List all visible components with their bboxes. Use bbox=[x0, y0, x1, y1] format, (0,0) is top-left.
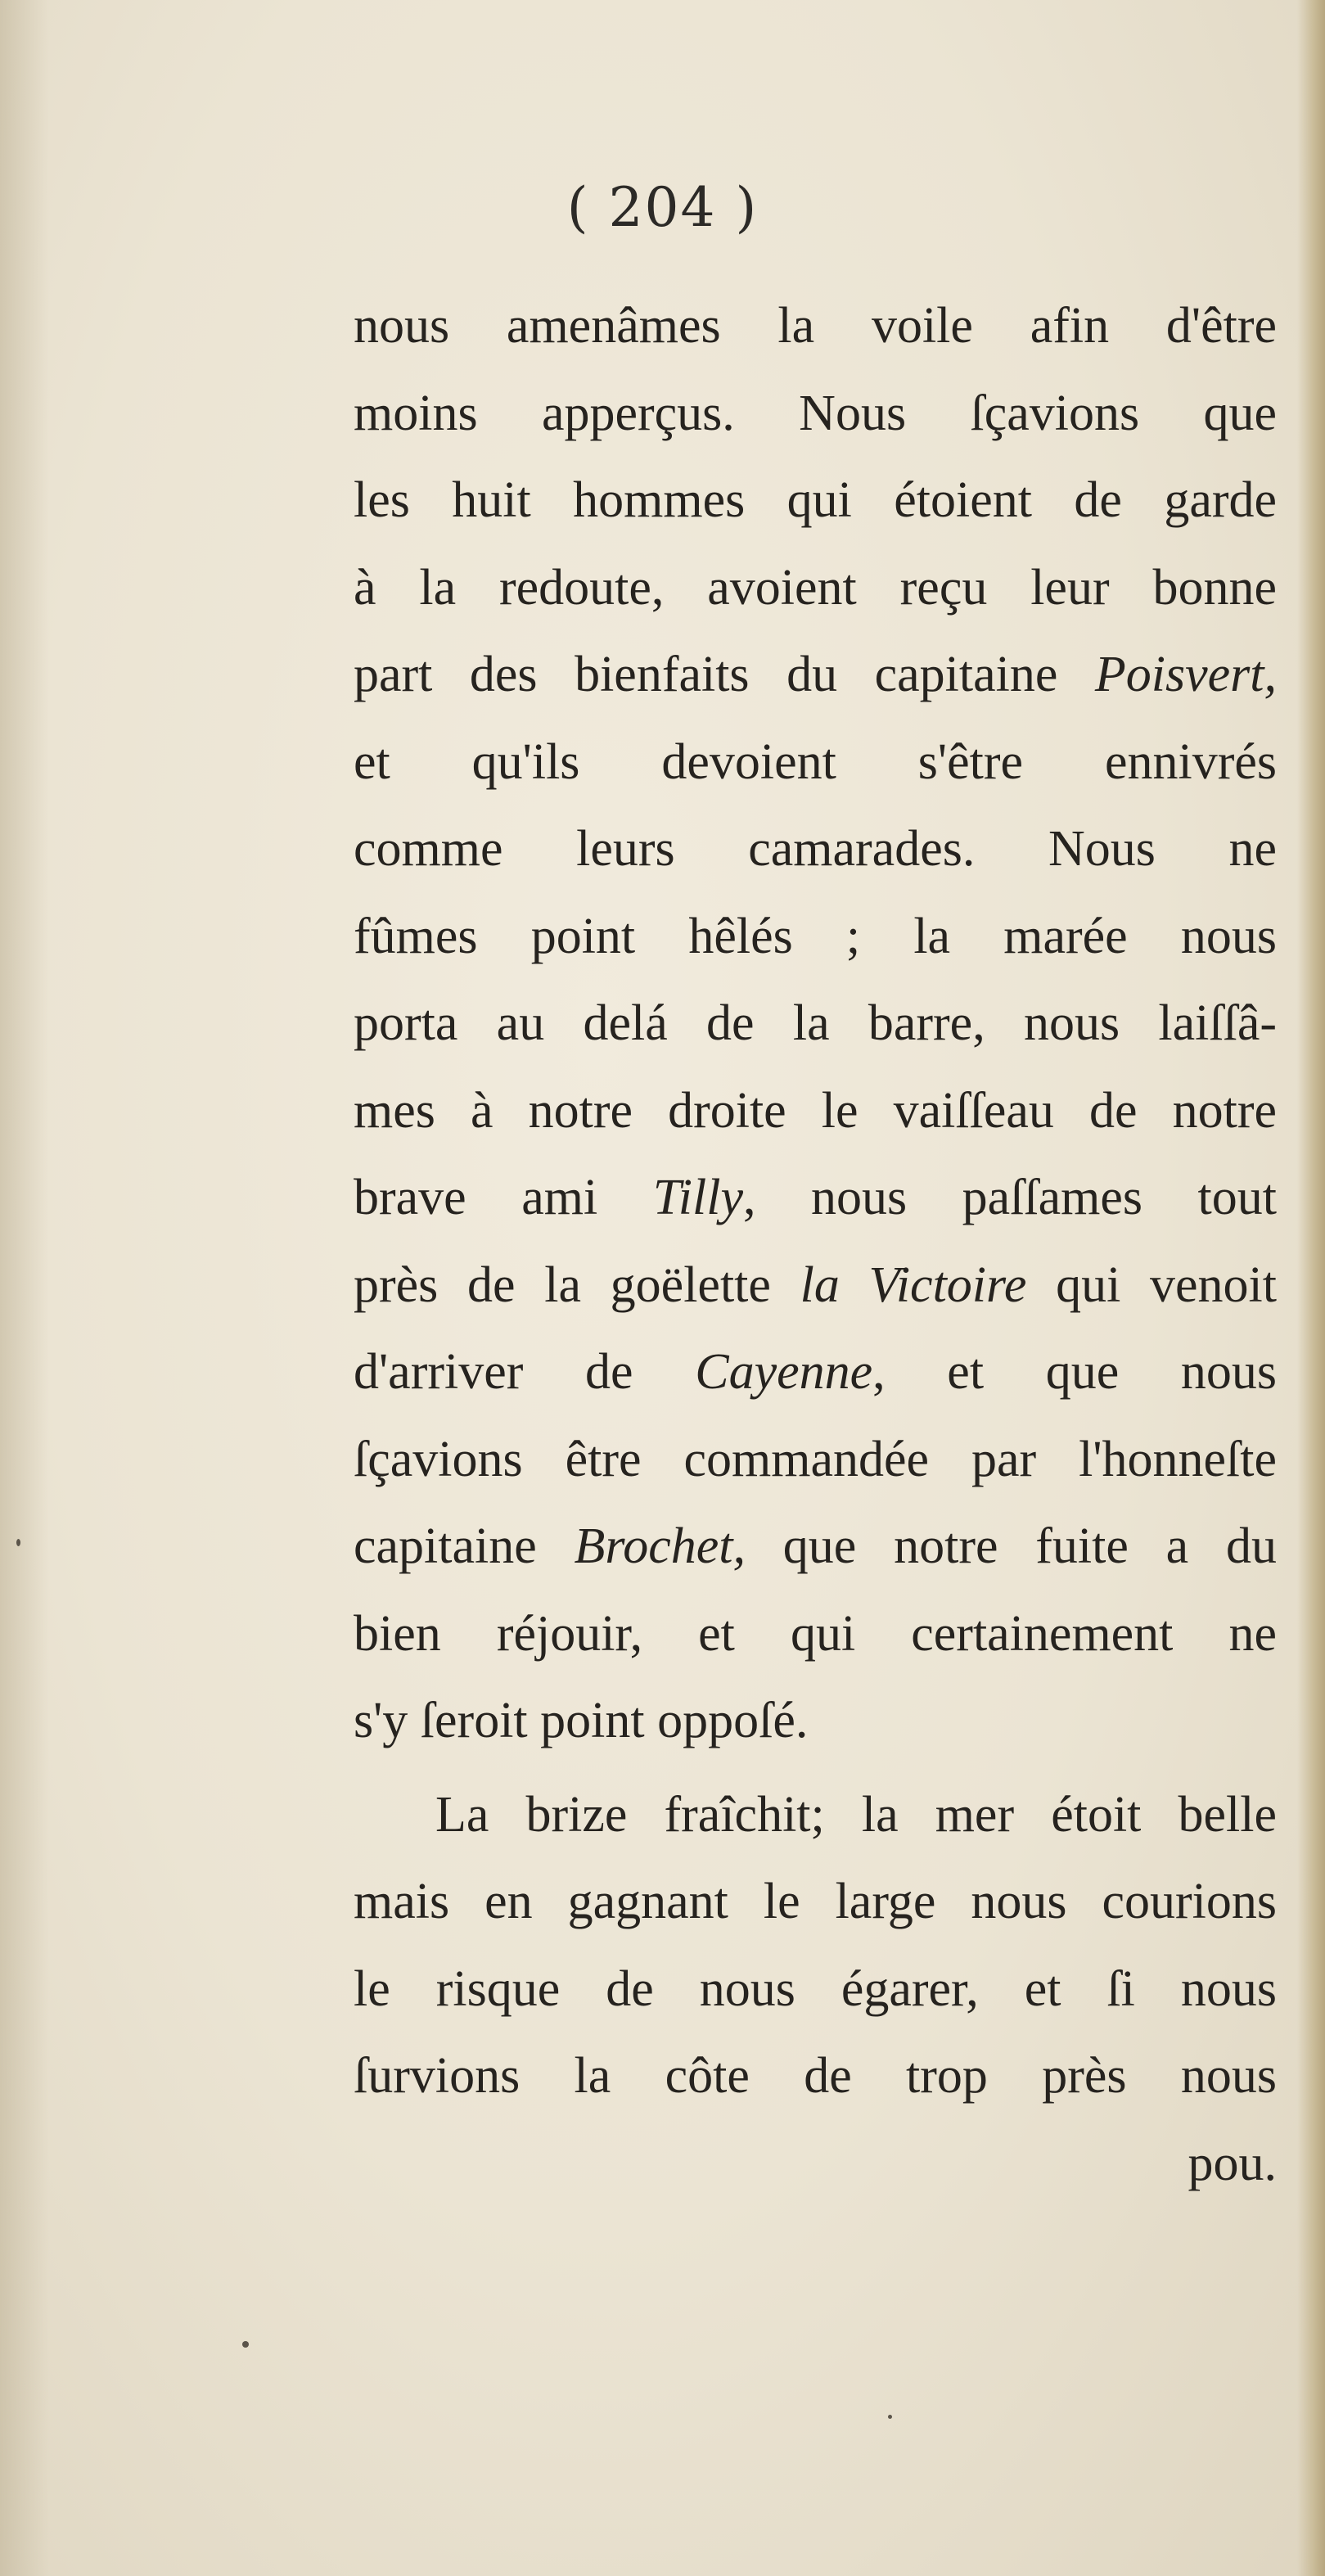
paper-speck bbox=[242, 2341, 249, 2348]
text-line-4: à la redoute, avoient reçu leur bonne bbox=[354, 559, 1277, 616]
page-number-header: ( 204 ) bbox=[566, 176, 759, 239]
text-line-21: ſurvions la côte de trop près nous bbox=[354, 2048, 1277, 2104]
italic-place-name: Cayenne bbox=[695, 1344, 873, 1400]
text-line-14: ſçavions être commandée par l'honneſte bbox=[354, 1431, 1277, 1487]
text-line-1: nous amenâmes la voile afin d'être bbox=[354, 298, 1277, 354]
text-line-18: La brize fraîchit; la mer étoit belle bbox=[435, 1786, 1277, 1843]
text-line-11: brave ami Tilly, nous paſſames tout bbox=[354, 1170, 1277, 1225]
italic-ship-name: la Victoire bbox=[800, 1256, 1027, 1313]
text-line-9: porta au delá de la barre, nous laiſſâ- bbox=[354, 995, 1277, 1051]
text-line-8: fûmes point hêlés ; la marée nous bbox=[354, 908, 1277, 964]
text-line-19: mais en gagnant le large nous courions bbox=[354, 1874, 1277, 1929]
text-line-10: mes à notre droite le vaiſſeau de notre bbox=[354, 1082, 1277, 1139]
text-line-2: moins apperçus. Nous ſçavions que bbox=[354, 385, 1277, 441]
page-fold-shadow bbox=[0, 0, 49, 2576]
italic-name: Tilly bbox=[652, 1170, 743, 1225]
italic-name: Brochet, bbox=[574, 1518, 746, 1574]
text-line-12: près de la goëlette la Victoire qui venoit bbox=[354, 1256, 1277, 1313]
text-line-7: comme leurs camarades. Nous ne bbox=[354, 821, 1277, 877]
text-line-17: s'y ſeroit point oppoſé. bbox=[354, 1693, 809, 1748]
text-line-15: capitaine Brochet, que notre fuite a du bbox=[354, 1518, 1277, 1574]
body-text bbox=[354, 282, 1277, 2207]
text-line-16: bien réjouir, et qui certainement ne bbox=[354, 1605, 1277, 1662]
text-line-3: les huit hommes qui étoient de garde bbox=[354, 472, 1277, 528]
italic-name: Poisvert, bbox=[1094, 647, 1277, 702]
catchword: pou. bbox=[1188, 2135, 1277, 2191]
text-line-13: d'arriver de Cayenne, et que nous bbox=[354, 1344, 1277, 1400]
paper-speck bbox=[888, 2415, 892, 2419]
text-line-6: et qu'ils devoient s'être ennivrés bbox=[354, 733, 1277, 790]
text-line-20: le risque de nous égarer, et ſi nous bbox=[354, 1960, 1277, 2017]
page-edge bbox=[1297, 0, 1325, 2576]
paper-speck bbox=[16, 1539, 20, 1546]
text-line-5: part des bienfaits du capitaine Poisvert, bbox=[354, 647, 1277, 702]
